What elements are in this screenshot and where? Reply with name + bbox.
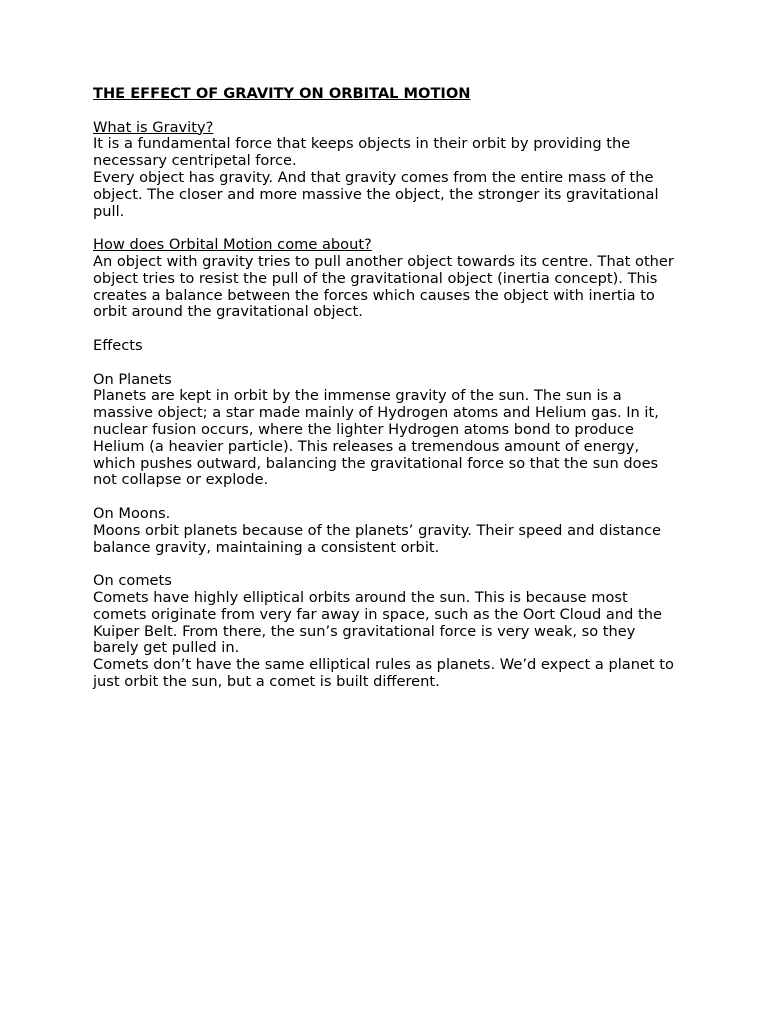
- paragraph: Every object has gravity. And that gravity comes from the entire mass of the object. The closer and more massive the object, the stronger its gravitational pull.: [93, 168, 659, 220]
- paragraph: Planets are kept in orbit by the immense gravity of the sun. The sun is a massive object; a star made mainly of Hydrogen atoms and Helium gas. In it, nuclear fusion occurs, where the lighter Hydrogen atoms bond to produce Helium (a heavier particle). This releases a tremendous amount of energy, which pushes outward, balancing the gravitational force so that the sun does not collapse or explode.: [93, 387, 659, 489]
- paragraph: Moons orbit planets because of the planets’ gravity. Their speed and distance balance gravity, maintaining a consistent orbit.: [93, 521, 662, 556]
- subsection-heading-comets: On comets: [93, 572, 172, 590]
- document-page: [93, 86, 675, 691]
- paragraph: An object with gravity tries to pull another object towards its centre. That other object tries to resist the pull of the gravitational object (inertia concept). This creates a balance between the forces which causes the object with inertia to orbit around the gravitational object.: [93, 252, 674, 321]
- document-title: THE EFFECT OF GRAVITY ON ORBITAL MOTION: [93, 85, 471, 102]
- paragraph: Comets don’t have the same elliptical rules as planets. We’d expect a planet to just orbit the sun, but a comet is built different.: [93, 656, 674, 690]
- section-heading-effects: Effects: [93, 336, 143, 354]
- section-heading-what-is-gravity: What is Gravity?: [93, 118, 214, 136]
- section-heading-orbital-motion: How does Orbital Motion come about?: [93, 236, 372, 254]
- subsection-heading-planets: On Planets: [93, 370, 172, 388]
- paragraph: Comets have highly elliptical orbits around the sun. This is because most comets originate from very far away in space, such as the Oort Cloud and the Kuiper Belt. From there, the sun’s gravitational force is very weak, so they barely get pulled in.: [93, 588, 662, 657]
- subsection-heading-moons: On Moons.: [93, 504, 171, 522]
- paragraph: It is a fundamental force that keeps objects in their orbit by providing the necessary centripetal force.: [93, 135, 631, 170]
